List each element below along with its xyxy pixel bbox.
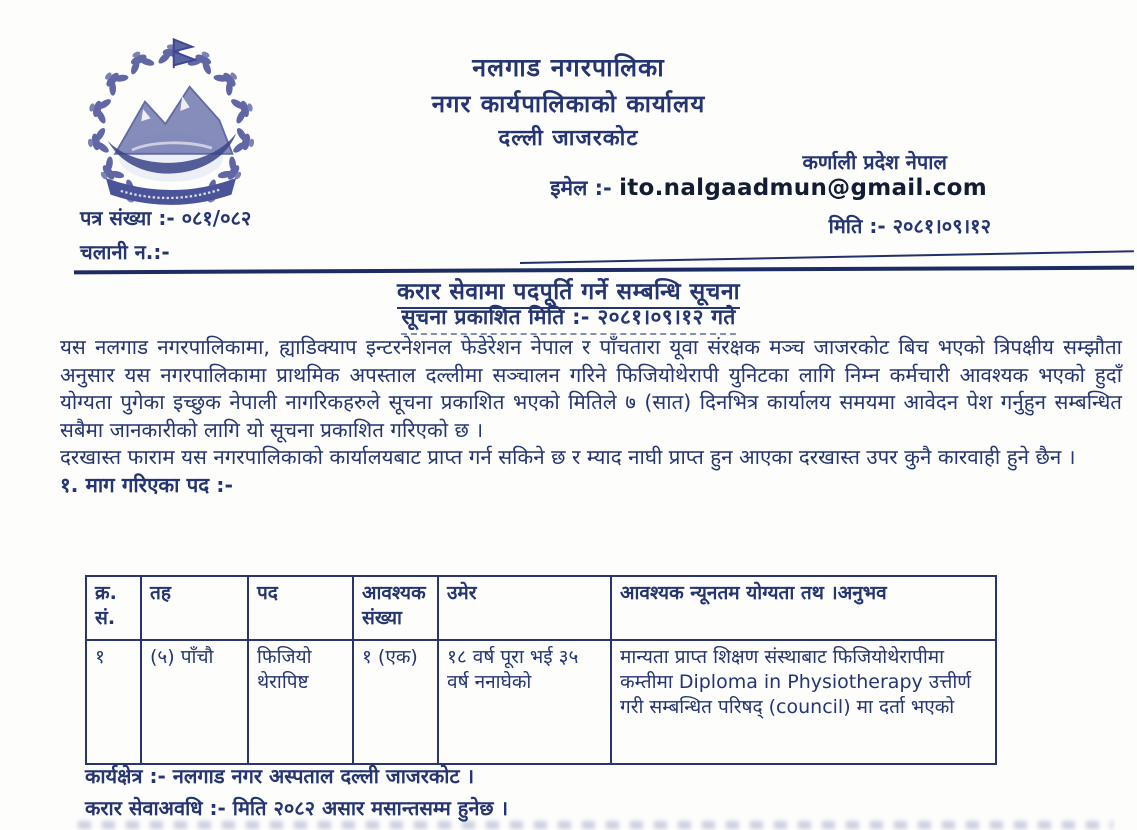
cell-qualification: मान्यता प्राप्त शिक्षण संस्थाबाट फिजियोथेरापीमा कम्तीमा Diploma in Physiotherapy उत्तीर्ण गरी सम्बन्धित परिषद् (council) मा दर्ता भएको [611,640,996,764]
contract-period-line: करार सेवाअवधि :- मिति २०८२ असार मसान्तसम्म हुनेछ । [85,796,509,820]
cell-age: १८ वर्ष पूरा भई ३५ वर्ष ननाघेको [438,640,611,764]
col-serial: क्र. सं. [86,576,141,640]
org-address: दल्ली जाजरकोट [498,126,639,151]
letterhead [0,50,1137,156]
notice-title: करार सेवामा पदपूर्ति गर्ने सम्बन्धि सूचना [397,274,740,309]
table-row [86,640,996,764]
dispatch-number: चलानी न.:- [80,240,170,264]
notice-body [60,334,1122,499]
header-rule-thin [520,250,1134,264]
col-age: उमेर [438,576,611,640]
col-post: पद [248,576,353,640]
cell-required-count: १ (एक) [353,640,438,764]
positions-table [85,575,997,765]
date-line [829,212,991,239]
date-label: मिति :- [828,214,886,238]
ref-number: पत्र संख्या :- ०८१/०८२ [80,206,252,230]
email-label: इमेल :- [550,176,612,200]
province-label: कर्णाली प्रदेश नेपाल [802,150,947,174]
notice-paragraph-1: यस नलगाड नगरपालिकामा, ह्याडिक्याप इन्टरनेशनल फेडेरेशन नेपाल र पाँचतारा यूवा संरक्षक मञ्च जाजरकोट बिच भएको त्रिपक्षीय सम्झौता अनुसार यस नगरपालिकामा प्राथमिक अपस्ताल दल्लीमा सञ्चालन गरिने फिजियोथेरापी युनिटका लागि निम्न कर्मचारी आवश्यक भएको हुदाँ योग्यता पुगेका इच्छुक नेपाली नागरिकहरुले सूचना प्रकाशित भएको मितिले ७ (सात) दिनभित्र कार्यालय समयमा आवेदन पेश गर्नुहुन सम्बन्धित सबैमा जानकारीको लागि यो सूचना प्रकाशित गरिएको छ । [60,335,1122,442]
col-qualification: आवश्यक न्यूनतम योग्यता तथ ।अनुभव [611,576,996,640]
cell-level: (५) पाँचौ [141,640,248,764]
demanded-posts-heading: १. माग गरिएका पद :- [60,472,233,497]
notice-published-date: सूचना प्रकाशित मिति :- २०८१।०९।१२ गते [401,303,735,335]
email-line [550,174,987,202]
notice-paragraph-2: दरखास्त फाराम यस नगरपालिकाको कार्यालयबाट प्राप्त गर्न सकिने छ र म्याद नाघी प्राप्त हुन आएका दरखास्त उपर कुनै कारवाही हुने छैन । [60,445,1076,469]
cutoff-text-line [78,821,1113,829]
cell-post: फिजियो थेरापिष्ट [248,640,353,764]
notice-published-row [0,303,1137,335]
date-value: २०८१।०९।१२ [892,214,991,238]
org-name: नलगाड नगरपालिका [472,53,665,82]
col-required-count: आवश्यक संख्या [353,576,438,640]
org-office: नगर कार्यपालिकाको कार्यालय [431,90,706,118]
table-header-row [86,576,996,640]
email-value: ito.nalgaadmun@gmail.com [619,175,987,201]
col-level: तह [141,576,248,640]
work-area-line: कार्यक्षेत्र :- नलगाड नगर अस्पताल दल्ली जाजरकोट । [85,764,475,788]
cell-serial: १ [86,640,141,764]
